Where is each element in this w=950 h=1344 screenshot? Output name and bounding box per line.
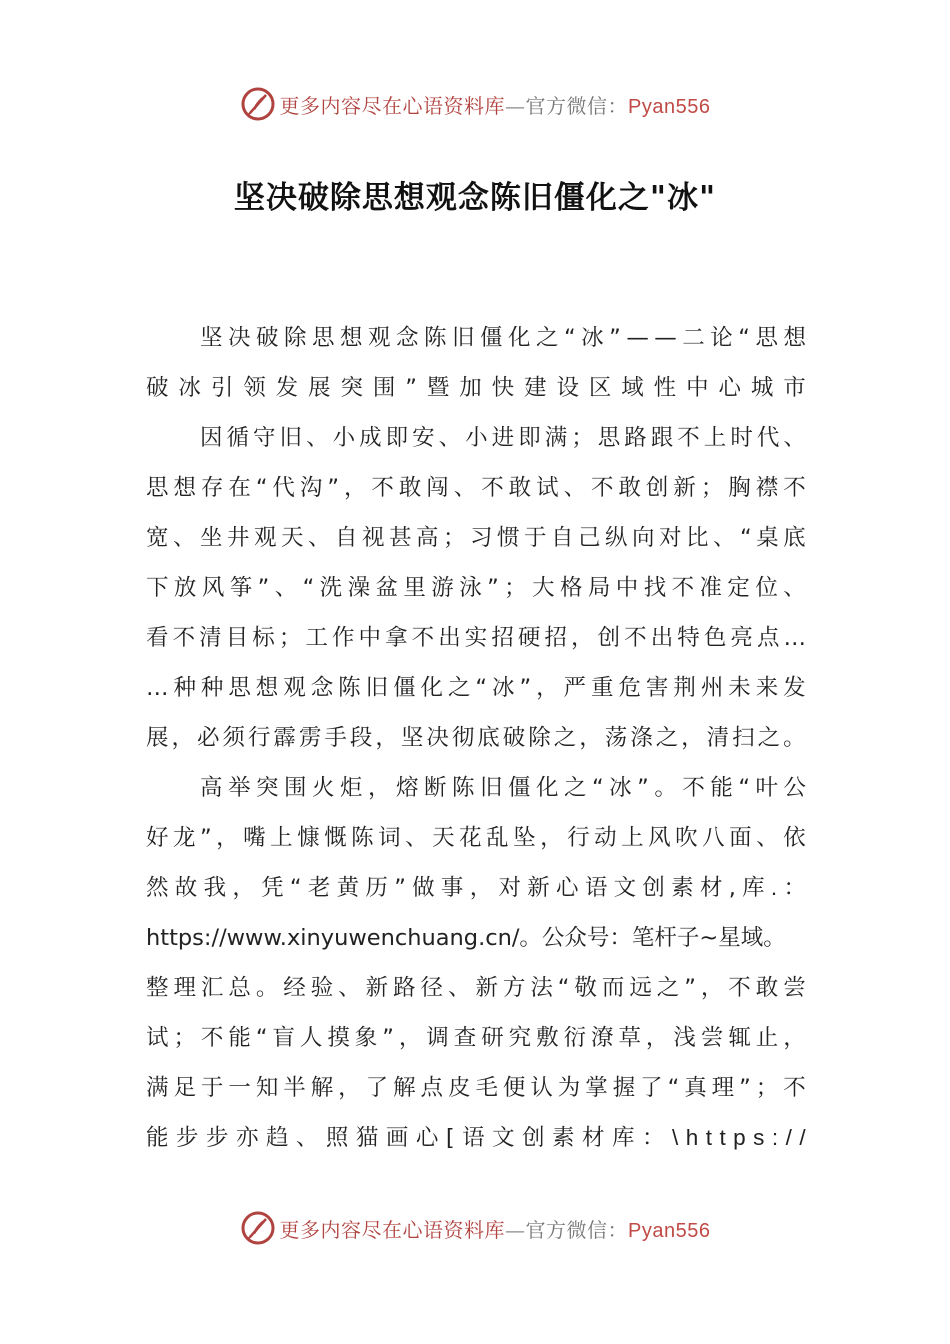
banner-wechat-label: 官方微信：: [525, 1217, 629, 1242]
quill-logo-icon: [240, 86, 276, 122]
banner-text: [280, 90, 711, 119]
banner-wechat-id: Pyan556: [628, 1219, 711, 1242]
text-line: 高 举 突 围 火 炬 ， 熔 断 陈 旧 僵 化 之 “ 冰 ” 。 不 能 “ 叶 公: [200, 775, 806, 801]
banner-main: 更多内容尽在心语资料库: [279, 1217, 506, 1242]
article-body: [146, 313, 806, 1163]
text-line: 宽 、 坐 井 观 天 、 自 视 甚 高 ； 习 惯 于 自 己 纵 向 对 比 、 “ 桌 底: [146, 525, 806, 551]
text-line: 能 步 步 亦 趋 、 照 猫 画 心 [ 语 文 创 素 材 库 ： \ h t t p s : / /: [146, 1125, 806, 1151]
banner-main: 更多内容尽在心语资料库: [279, 93, 506, 118]
text-line: 看 不 清 目 标 ； 工 作 中 拿 不 出 实 招 硬 招 ， 创 不 出 特 色 亮 点 …: [146, 625, 806, 651]
page-title: 坚决破除思想观念陈旧僵化之"冰": [233, 180, 717, 216]
quill-logo-icon: [240, 1210, 276, 1246]
text-line-url: https://www.xinyuwenchuang.cn/。公众号：笔杆子~星域。: [146, 925, 786, 951]
banner-wechat-label: 官方微信：: [525, 93, 629, 118]
text-line: 展 ， 必 须 行 霹 雳 手 段 ， 坚 决 彻 底 破 除 之 ， 荡 涤 之 ， 清 扫 之 。: [146, 725, 806, 751]
banner-dash: —: [505, 1217, 526, 1242]
banner-text: [280, 1214, 711, 1243]
text-line: 下 放 风 筝 ” 、 “ 洗 澡 盆 里 游 泳 ” ； 大 格 局 中 找 不 准 定 位 、: [146, 575, 806, 601]
header-banner: [0, 84, 950, 124]
text-line: 试 ； 不 能 “ 盲 人 摸 象 ” ， 调 查 研 究 敷 衍 潦 草 ， 浅 尝 辄 止 ，: [146, 1025, 806, 1051]
banner-wechat-id: Pyan556: [628, 95, 711, 118]
text-line: 因 循 守 旧 、 小 成 即 安 、 小 进 即 满 ； 思 路 跟 不 上 时 代 、: [200, 425, 806, 451]
text-line: 整 理 汇 总 。 经 验 、 新 路 径 、 新 方 法 “ 敬 而 远 之 ” ， 不 敢 尝: [146, 975, 806, 1001]
text-line: … 种 种 思 想 观 念 陈 旧 僵 化 之 “ 冰 ” ， 严 重 危 害 荆 州 未 来 发: [146, 675, 806, 701]
banner-dash: —: [505, 93, 526, 118]
text-line: 满 足 于 一 知 半 解 ， 了 解 点 皮 毛 便 认 为 掌 握 了 “ 真 理 ” ； 不: [146, 1075, 806, 1101]
text-line: 好 龙 ” ， 嘴 上 慷 慨 陈 词 、 天 花 乱 坠 ， 行 动 上 风 吹 八 面 、 依: [146, 825, 806, 851]
text-line: 思 想 存 在 “ 代 沟 ” ， 不 敢 闯 、 不 敢 试 、 不 敢 创 新 ； 胸 襟 不: [146, 475, 806, 501]
text-line: 破 冰 引 领 发 展 突 围 ” 暨 加 快 建 设 区 域 性 中 心 城 市: [146, 375, 806, 401]
text-line: 坚 决 破 除 思 想 观 念 陈 旧 僵 化 之 “ 冰 ” — — 二 论 “ 思 想: [200, 325, 806, 351]
text-line: 然 故 我 ， 凭 “ 老 黄 历 ” 做 事 ， 对 新 心 语 文 创 素 材 , 库 . ：: [146, 875, 806, 901]
footer-banner: [0, 1208, 950, 1248]
